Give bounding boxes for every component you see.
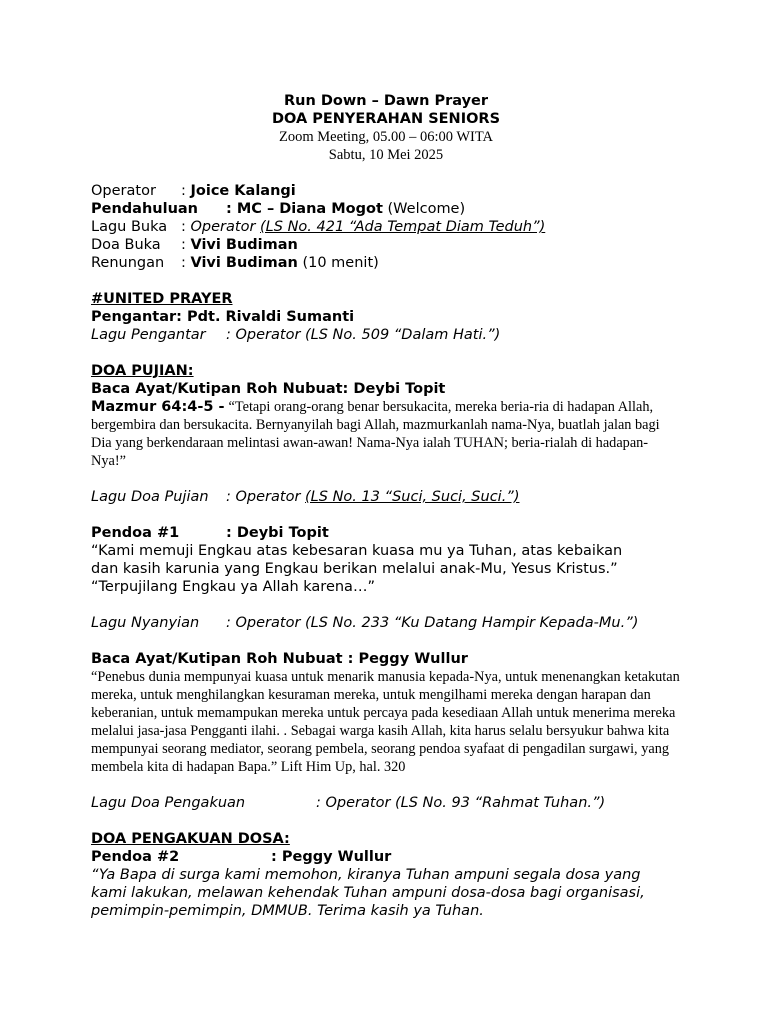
mazmur-paragraph: [91, 398, 681, 470]
pengantar-label: Pengantar: [91, 309, 177, 325]
lagu-pujian-prefix: Operator: [235, 489, 301, 505]
pendoa2-row: Pendoa #2 : Peggy Wullur: [91, 849, 392, 865]
lagu-buka-label: Lagu Buka: [91, 219, 168, 235]
operator-value: Joice Kalangi: [190, 183, 296, 199]
pengakuan-baca-value: Peggy Wullur: [358, 651, 468, 667]
lagu-pengantar-value: Operator (LS No. 509 “Dalam Hati.”): [235, 327, 501, 343]
prayer1-line-1: “Kami memuji Engkau atas kebesaran kuasa mu ya Tuhan, atas kebaikan: [91, 543, 623, 559]
lagu-nyanyian-label: Lagu Nyanyian: [91, 615, 200, 631]
prayer2-line-2: kami lakukan, melawan kehendak Tuhan ampuni dosa-dosa bagi organisasi,: [91, 885, 645, 901]
doa-buka-label: Doa Buka: [91, 237, 161, 253]
meeting-info: Zoom Meeting, 05.00 – 06:00 WITA: [278, 129, 494, 145]
lagu-nyanyian-row: Lagu Nyanyian : Operator (LS No. 233 “Ku Datang Hampir Kepada-Mu.”): [91, 615, 639, 631]
pengakuan-baca-label: Baca Ayat/Kutipan Roh Nubuat: [91, 651, 343, 667]
lagu-buka-row: Lagu Buka : Operator (LS No. 421 “Ada Tempat Diam Teduh”): [91, 219, 546, 235]
pengakuan-baca-row: Baca Ayat/Kutipan Roh Nubuat : Peggy Wullur: [91, 651, 468, 667]
doa-buka-value: Vivi Budiman: [190, 237, 298, 253]
pujian-baca-label: Baca Ayat/Kutipan Roh Nubuat:: [91, 381, 349, 397]
renungan-row: Renungan : Vivi Budiman (10 menit): [91, 255, 379, 271]
mazmur-text: “Tetapi orang-orang benar bersukacita, mereka beria-ria di hadapan Allah, bergembira dan bersukacita. Bernyanyilah bagi Allah, mazmurkanlah nama-Nya, buatlah jalan bagi Dia yang berkendaraan melintasi awan-awan! Nama-Nya ialah TUHAN; beria-rialah di hadapan-Nya!”: [91, 399, 660, 469]
lagu-pengakuan-row: Lagu Doa Pengakuan : Operator (LS No. 93 “Rahmat Tuhan.”): [91, 795, 606, 811]
lagu-nyanyian-value: Operator (LS No. 233 “Ku Datang Hampir Kepada-Mu.”): [235, 615, 639, 631]
pengantar-row: Pengantar: Pdt. Rivaldi Sumanti: [91, 309, 355, 325]
renungan-value: Vivi Budiman: [190, 255, 298, 271]
pengantar-value: Pdt. Rivaldi Sumanti: [187, 309, 355, 325]
pendoa1-value: Deybi Topit: [236, 525, 329, 541]
lagu-pujian-row: Lagu Doa Pujian : Operator (LS No. 13 “Suci, Suci, Suci.”): [91, 489, 520, 505]
document-page: [91, 92, 681, 920]
prayer1-line-3: “Terpujilang Engkau ya Allah karena…”: [91, 579, 375, 595]
pendahuluan-label: Pendahuluan: [91, 201, 198, 217]
lagu-pujian-label: Lagu Doa Pujian: [91, 489, 209, 505]
pendoa2-label: Pendoa #2: [91, 849, 180, 865]
pendahuluan-row: Pendahuluan : MC – Diana Mogot (Welcome): [91, 201, 466, 217]
pendoa1-row: Pendoa #1 : Deybi Topit: [91, 525, 329, 541]
pendoa1-label: Pendoa #1: [91, 525, 180, 541]
prayer1-line-2: dan kasih karunia yang Engkau berikan melalui anak-Mu, Yesus Kristus.”: [91, 561, 618, 577]
pujian-baca-row: [91, 380, 681, 398]
operator-row: Operator : Joice Kalangi: [91, 183, 296, 199]
pujian-baca-value: Deybi Topit: [353, 381, 446, 397]
prayer2-line-3: pemimpin-pemimpin, DMMUB. Terima kasih ya Tuhan.: [91, 903, 484, 919]
lagu-pengakuan-value: Operator (LS No. 93 “Rahmat Tuhan.”): [325, 795, 606, 811]
lagu-pengantar-label: Lagu Pengantar: [91, 327, 206, 343]
doa-buka-row: Doa Buka : Vivi Budiman: [91, 237, 298, 253]
document-subtitle: DOA PENYERAHAN SENIORS: [271, 111, 501, 127]
lagu-buka-prefix: Operator: [190, 219, 256, 235]
pujian-heading: DOA PUJIAN:: [91, 363, 194, 379]
united-heading: #UNITED PRAYER: [91, 291, 233, 307]
pendahuluan-value: MC – Diana Mogot: [236, 201, 383, 217]
document-title: Run Down – Dawn Prayer: [283, 93, 489, 109]
renungan-note: (10 menit): [302, 255, 379, 271]
lagu-pengakuan-label: Lagu Doa Pengakuan: [91, 795, 246, 811]
lagu-buka-value: (LS No. 421 “Ada Tempat Diam Teduh”): [260, 219, 546, 235]
operator-label: Operator: [91, 183, 156, 199]
meeting-date: Sabtu, 10 Mei 2025: [328, 147, 444, 163]
pengakuan-heading: DOA PENGAKUAN DOSA:: [91, 831, 290, 847]
prayer2-line-1: “Ya Bapa di surga kami memohon, kiranya Tuhan ampuni segala dosa yang: [91, 867, 641, 883]
lagu-pujian-value: (LS No. 13 “Suci, Suci, Suci.”): [305, 489, 520, 505]
renungan-label: Renungan: [91, 255, 165, 271]
pendoa2-value: Peggy Wullur: [281, 849, 392, 865]
roh-nubuat-quote: “Penebus dunia mempunyai kuasa untuk menarik manusia kepada-Nya, untuk menenangkan ketakutan mereka, untuk menghilangkan kesuraman mereka, untuk mengilhami mereka dengan harapan dan keberanian, untuk memampukan mereka untuk percaya pada kesediaan Allah untuk menerima mereka melalui jasa-jasa Pengganti ilahi. . Sebagai warga kasih Allah, kita harus selalu bersyukur bahwa kita mempunyai seorang mediator, seorang pembela, seorang pendoa syafaat di pengadilan surgawi, yang membela kita di hadapan Bapa.” Lift Him Up, hal. 320: [91, 669, 680, 775]
mazmur-ref: Mazmur 64:4-5 -: [91, 399, 225, 415]
lagu-pengantar-row: Lagu Pengantar : Operator (LS No. 509 “Dalam Hati.”): [91, 327, 501, 343]
pendahuluan-note: (Welcome): [387, 201, 466, 217]
